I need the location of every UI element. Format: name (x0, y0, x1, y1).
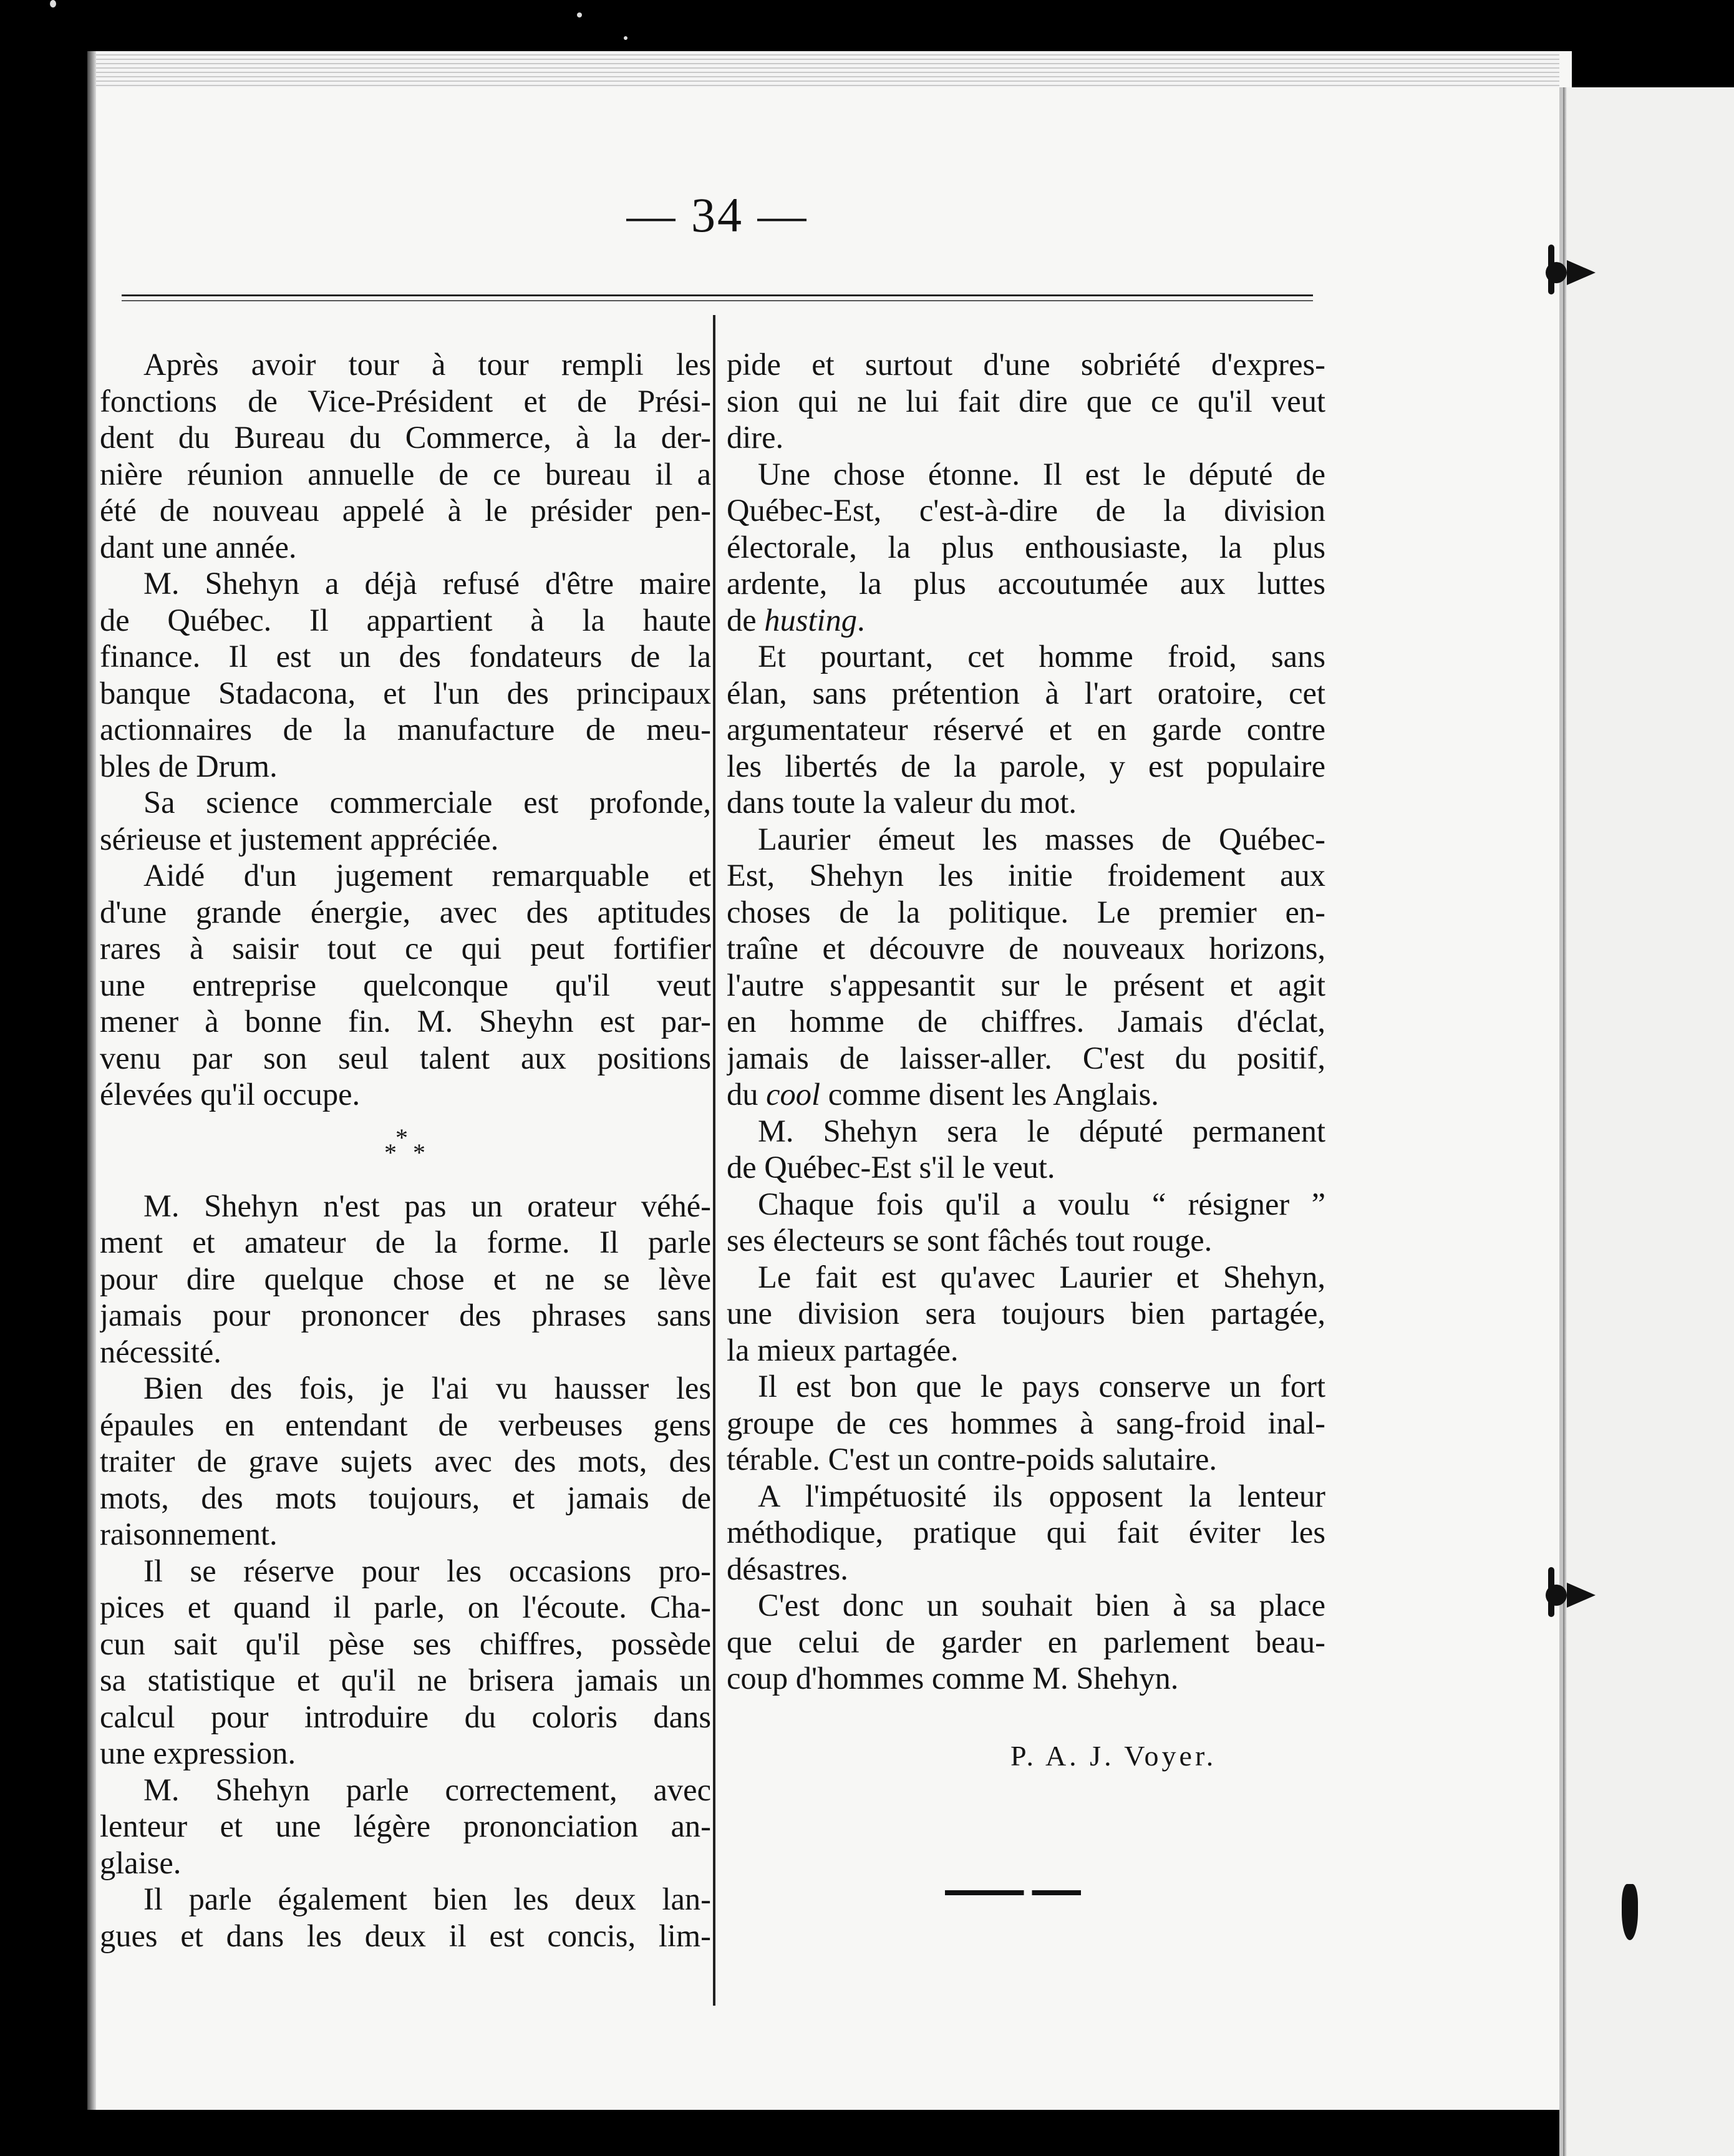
asterism-star: * (413, 1138, 425, 1167)
text-line: ardente, la plus accoutumée aux luttes (727, 566, 1325, 601)
text-line: Aidé d'un jugement remarquable et (143, 858, 711, 893)
text-fragment: . (857, 602, 865, 638)
text-line: glaise. (100, 1845, 182, 1880)
paragraph (727, 638, 1325, 821)
paragraph (727, 1587, 1325, 1697)
text-line: raisonnement. (100, 1517, 278, 1551)
text-line: actionnaires de la manufacture de meu- (100, 712, 711, 747)
text-line: rares à saisir tout ce qui peut fortifier (100, 931, 711, 966)
italic-word: cool (766, 1077, 821, 1112)
text-line: Une chose étonne. Il est le député de (758, 456, 1325, 492)
text-line: l'autre s'appesantit sur le présent et agit (727, 967, 1325, 1003)
text-line: M. Shehyn sera le député permanent (758, 1113, 1325, 1148)
text-line: dans toute la valeur du mot. (727, 785, 1077, 820)
paragraph (727, 346, 1325, 456)
text-line: pide et surtout d'une sobriété d'expres- (727, 347, 1325, 382)
text-line: pour dire quelque chose et ne se lève (100, 1261, 711, 1296)
text-line: ses électeurs se sont fâchés tout rouge. (727, 1223, 1213, 1258)
paragraph (100, 1881, 711, 1954)
paragraph (100, 1188, 711, 1371)
scan-speck (624, 36, 627, 40)
text-line: mots, des mots toujours, et jamais de (100, 1480, 711, 1515)
text-line: ment et amateur de la forme. Il parle (100, 1225, 711, 1260)
text-line: argumentateur réservé et en garde contre (727, 712, 1325, 747)
text-line: jamais de laisser-aller. C'est du positif, (727, 1040, 1325, 1076)
text-line: électorale, la plus enthousiaste, la plus (727, 529, 1325, 565)
text-line: que celui de garder en parlement beau- (727, 1624, 1325, 1659)
text-line: sion qui ne lui fait dire que ce qu'il veut (727, 383, 1325, 419)
text-line: Il est bon que le pays conserve un fort (758, 1369, 1325, 1404)
text-line: Il parle également bien les deux lan- (143, 1882, 711, 1916)
text-line: Sa science commerciale est profonde, (143, 785, 711, 820)
text-line: Bien des fois, je l'ai vu hausser les (143, 1371, 711, 1406)
text-line: de Québec-Est s'il le veut. (727, 1150, 1055, 1185)
text-line: traiter de grave sujets avec des mots, des (100, 1444, 711, 1479)
text-fragment: de (727, 602, 765, 638)
text-line: pices et quand il parle, on l'écoute. Cha- (100, 1590, 711, 1624)
text-line: Il se réserve pour les occasions pro- (143, 1553, 711, 1588)
asterism-star: * (384, 1138, 397, 1167)
text-line (727, 602, 1325, 639)
text-line: en homme de chiffres. Jamais d'éclat, (727, 1004, 1325, 1039)
text-line: finance. Il est un des fondateurs de la (100, 639, 711, 674)
paragraph (100, 1553, 711, 1772)
page-number: — 34 — (626, 188, 808, 242)
paragraph (727, 1113, 1325, 1186)
page-left-edge (87, 51, 96, 2110)
paragraph (100, 784, 711, 857)
text-line: méthodique, pratique qui fait éviter les (727, 1515, 1325, 1550)
paragraph (727, 1186, 1325, 1259)
text-line: groupe de ces hommes à sang-froid inal- (727, 1405, 1325, 1440)
section-asterism (100, 1113, 711, 1188)
paragraph (100, 346, 711, 565)
text-line: élan, sans prétention à l'art oratoire, cet (727, 675, 1325, 711)
paragraph (727, 456, 1325, 639)
text-line: dent du Bureau du Commerce, à la der- (100, 420, 711, 455)
author-signature: P. A. J. Voyer. (1010, 1740, 1217, 1772)
text-line: fonctions de Vice-Président et de Prési- (100, 383, 711, 419)
binding-pin-icon (1567, 260, 1596, 285)
scan-speck (577, 12, 582, 17)
text-line: épaules en entendant de verbeuses gens (100, 1407, 711, 1442)
paragraph (727, 1368, 1325, 1478)
text-line (727, 1076, 1325, 1113)
text-fragment: comme disent les Anglais. (820, 1077, 1159, 1112)
text-line: Et pourtant, cet homme froid, sans (758, 639, 1325, 674)
header-rule (122, 294, 1313, 304)
text-line: Est, Shehyn les initie froidement aux (727, 858, 1325, 893)
text-line: gues et dans les deux il est concis, lim- (100, 1918, 711, 1953)
binding-pin-icon (1548, 1567, 1554, 1617)
text-line: calcul pour introduire du coloris dans (100, 1699, 711, 1734)
text-line: Laurier émeut les masses de Québec- (758, 821, 1325, 857)
column-divider (713, 315, 715, 2006)
text-line: Après avoir tour à tour rempli les (143, 347, 711, 382)
text-line: C'est donc un souhait bien à sa place (758, 1588, 1325, 1623)
facing-page-edge (1559, 87, 1734, 2156)
text-line: une expression. (100, 1736, 296, 1770)
page-top-edge (94, 51, 1559, 87)
text-line: une entreprise quelconque qu'il veut (100, 967, 711, 1003)
text-line: d'une grande énergie, avec des aptitudes (100, 894, 711, 930)
paragraph (100, 857, 711, 1113)
text-line: sérieuse et justement appréciée. (100, 821, 499, 857)
text-line: lenteur et une légère prononciation an- (100, 1809, 711, 1843)
text-line: choses de la politique. Le premier en- (727, 894, 1325, 930)
paragraph (727, 821, 1325, 1113)
scan-speck (50, 0, 56, 7)
paragraph (727, 1478, 1325, 1588)
right-column (727, 346, 1325, 1697)
text-line: désastres. (727, 1551, 848, 1586)
paragraph (727, 1259, 1325, 1369)
text-line: M. Shehyn a déjà refusé d'être maire (143, 566, 711, 601)
italic-word: husting (764, 602, 858, 638)
text-line: Chaque fois qu'il a voulu “ résigner ” (758, 1186, 1325, 1221)
paragraph (100, 1772, 711, 1882)
text-line: Le fait est qu'avec Laurier et Shehyn, (758, 1259, 1325, 1294)
text-line: nécessité. (100, 1334, 221, 1369)
text-line: nière réunion annuelle de ce bureau il a (100, 456, 711, 492)
text-line: M. Shehyn n'est pas un orateur véhé- (143, 1188, 711, 1223)
paragraph (100, 1370, 711, 1553)
text-line: banque Stadacona, et l'un des principaux (100, 675, 711, 711)
asterism-star: * (395, 1123, 408, 1152)
text-line: mener à bonne fin. M. Sheyhn est par- (100, 1004, 711, 1039)
text-line: élevées qu'il occupe. (100, 1077, 361, 1112)
text-line: bles de Drum. (100, 748, 278, 784)
end-rule (945, 1890, 1081, 1895)
text-line: les libertés de la parole, y est populaire (727, 748, 1325, 784)
text-line: une division sera toujours bien partagée, (727, 1296, 1325, 1331)
text-line: sa statistique et qu'il ne brisera jamais un (100, 1663, 711, 1697)
text-line: cun sait qu'il pèse ses chiffres, possède (100, 1626, 711, 1661)
text-line: coup d'hommes comme M. Shehyn. (727, 1661, 1179, 1696)
left-column (100, 346, 711, 1954)
gutter-fold (1563, 87, 1567, 2156)
text-line: térable. C'est un contre-poids salutaire. (727, 1442, 1217, 1477)
text-line: venu par son seul talent aux positions (100, 1040, 711, 1076)
binding-pin-icon (1548, 245, 1554, 294)
binding-pin-icon (1622, 1884, 1638, 1940)
text-line: été de nouveau appelé à le présider pen- (100, 493, 711, 528)
text-line: dire. (727, 420, 784, 455)
text-line: la mieux partagée. (727, 1332, 959, 1367)
text-line: A l'impétuosité ils opposent la lenteur (758, 1478, 1325, 1513)
text-fragment: du (727, 1077, 767, 1112)
paragraph (100, 565, 711, 784)
text-line: de Québec. Il appartient à la haute (100, 602, 711, 638)
text-line: M. Shehyn parle correctement, avec (143, 1772, 711, 1807)
text-line: Québec-Est, c'est-à-dire de la division (727, 493, 1325, 528)
text-line: dant une année. (100, 529, 297, 565)
binding-pin-icon (1567, 1583, 1596, 1608)
text-line: traîne et découvre de nouveaux horizons, (727, 931, 1325, 966)
text-line: jamais pour prononcer des phrases sans (100, 1298, 711, 1333)
